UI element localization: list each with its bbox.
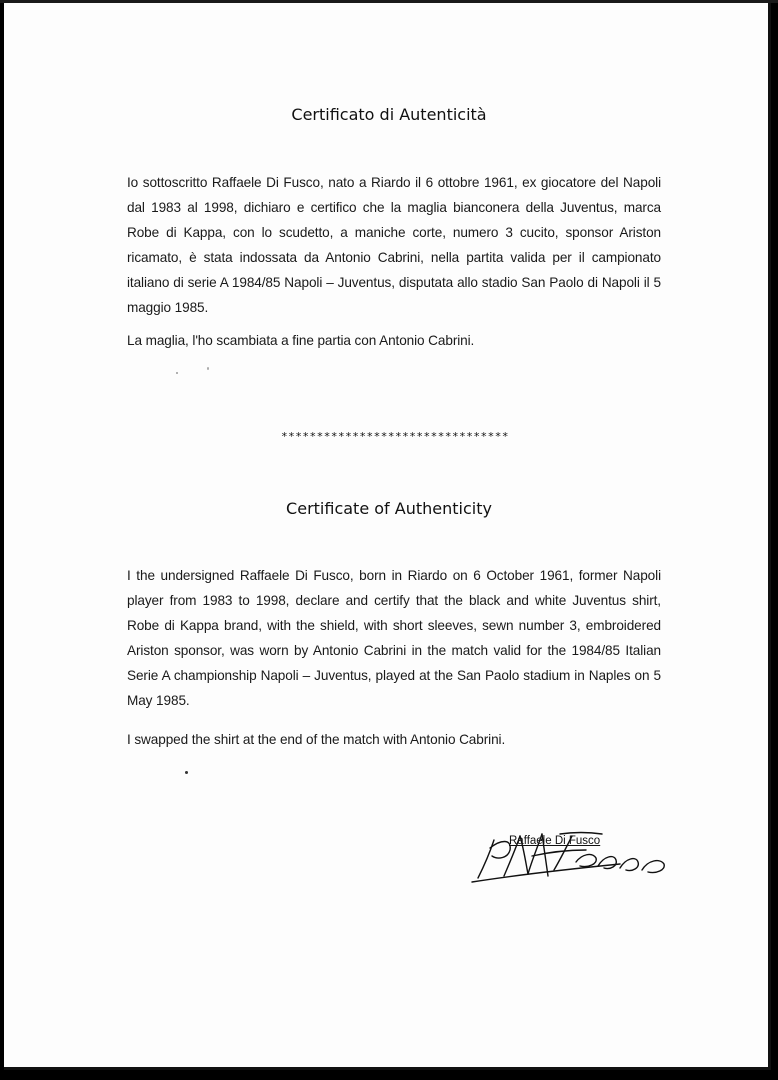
title-english: Certificate of Authenticity — [286, 499, 492, 518]
title-italian: Certificato di Autenticità — [291, 105, 487, 124]
paragraph-english-declaration: I the undersigned Raffaele Di Fusco, born in Riardo on 6 October 1961, former Napoli player from 1983 to 1998, declare and certify that the black and white Juventus shirt, Robe di Kappa brand, with the shield, with short sleeves, sewn number 3, embroidered Ariston sponsor, was worn by Antonio Cabrini in the match valid for the 1984/85 Italian Serie A championship Napoli – Juventus, played at the San Paolo stadium in Naples on 5 May 1985. — [127, 568, 661, 708]
section-separator: ******************************** — [281, 430, 509, 443]
scan-speck — [207, 367, 209, 370]
signer-name: Raffaele Di Fusco — [509, 835, 601, 847]
paragraph-italian-swap: La maglia, l'ho scambiata a fine partia con Antonio Cabrini. — [127, 333, 475, 348]
paragraph-italian-declaration: Io sottoscritto Raffaele Di Fusco, nato a Riardo il 6 ottobre 1961, ex giocatore del Napoli dal 1983 al 1998, dichiaro e certifico che la maglia bianconera della Juventus, marca Robe di Kappa, con lo scudetto, a maniche corte, numero 3 cucito, sponsor Ariston ricamato, è stata indossata da Antonio Cabrini, nella partita valida per il campionato italiano di serie A 1984/85 Napoli – Juventus, disputata allo stadio San Paolo di Napoli il 5 maggio 1985. — [127, 175, 661, 315]
certificate-page — [4, 3, 771, 1070]
paragraph-english-swap: I swapped the shirt at the end of the match with Antonio Cabrini. — [127, 732, 506, 747]
scan-speck — [176, 372, 178, 374]
handwritten-signature — [470, 826, 680, 886]
scan-speck — [185, 771, 188, 774]
